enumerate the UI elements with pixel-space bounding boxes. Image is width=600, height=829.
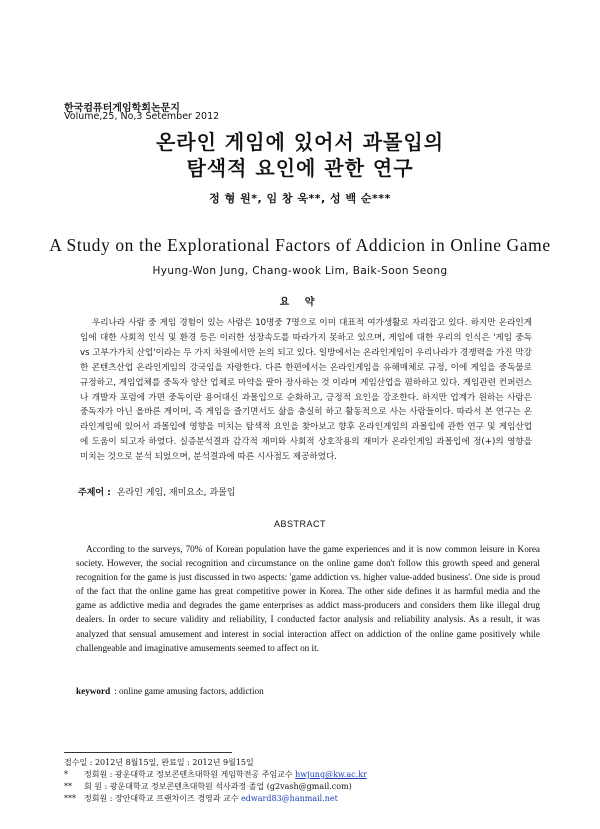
author1-email-link[interactable]: hwjung@kw.ac.kr	[295, 770, 367, 779]
title-korean-line1: 온라인 게임에 있어서 과몰입의	[155, 130, 445, 154]
abstract-korean-body: 우리나라 사람 중 게임 경험이 있는 사람은 10명중 7명으로 이미 대표적 여가생활로 자리잡고 있다. 하지만 온라인게임에 대한 사회적 인식 및 환경 등은 이러한 성장속도를 따라가지 못하고 있으며, 게임에 대한 우리의 인식은 '게임 중독 vs 고부가가치 산업'이라는 두 가지 차원에서만 논의 되고 있다. 일방에서는 온라인게임이 우리나라가 경쟁력을 가진 막강한 콘텐츠산업 온라인게임의 강국임을 자랑한다. 다른 한편에서는 온라인게임을 유해매체로 규정, 이에 게임을 중독물로 규정하고, 게임업체를 중독자 양산 업체로 마약을 팔아 장사하는 것 이라며 게임산업을 폄하하고 있다. 게임관련 컨퍼런스나 개발자 포럼에 가면 중독이란 용어대신 과몰입으로 순화하고, 긍정적 요인을 강조한다. 하지만 업계가 원하는 사람은 중독자가 아닌 올바른 게이머, 즉 게임을 즐기면서도 삶을 충실히 하고 활동적으로 사는 사람들이다. 따라서 본 연구는 온라인게임에 있어서 과몰입에 영향을 미치는 탐색적 요인을 찾아보고 향후 온라인게임의 과몰입에 관한 연구 및 게임산업에 도움이 되고자 하였다. 실증분석결과 감각적 재미와 사회적 상호작용의 재미가 온라인게임 과몰입에 정(+)의 영향을 미치는 것으로 분석 되었으며, 분석결과에 따른 시사점도 제공하였다.	[80, 318, 532, 463]
abstract-english-heading: ABSTRACT	[273, 519, 326, 529]
title-english: A Study on the Explorational Factors of Addicion in Online Game	[49, 235, 551, 255]
keywords-korean-text: 온라인 게임, 재미요소, 과몰입	[116, 488, 236, 498]
footnote-author2-text: 회 원 : 광운대학교 정보콘텐츠대학원 석사과정 졸업 (g2vash@gmail.com)	[84, 782, 352, 791]
keywords-english	[76, 686, 264, 696]
keywords-english-label: keyword	[76, 686, 111, 696]
volume-info: Volume,25, No,3 Setember 2012	[64, 111, 220, 122]
footnote-dates: 접수일 : 2012년 8월15일, 완료일 : 2012년 9월15일	[64, 758, 254, 767]
footnote-mark-3: ***	[64, 794, 76, 803]
keywords-korean	[78, 485, 235, 498]
footnote-author3	[64, 793, 544, 805]
footnote-author1-text: 정회원 : 광운대학교 정보콘텐츠대학원 게임학전공 주임교수	[84, 770, 293, 779]
footnote-divider	[64, 752, 232, 753]
footnote-author2	[64, 781, 544, 793]
authors-korean: 정 형 원*, 임 창 욱**, 성 백 순***	[209, 192, 391, 205]
abstract-english-body: According to the surveys, 70% of Korean population have the game experiences and it is now common leisure in Korea society. However, the social recognition and circumstance on the online game don't follow this growth speed and general recognition for the game is just discussed in two aspects: 'game addiction vs. higher value-added business'. One side is proud of the fact that the online game has great competitive power in Korea. The other side defines it as harmful media and the game as addictive media and degrades the game enterprises as addict mass-producers and considers them like illegal drug dealers. In order to secure validity and reliability, I conducted factor analysis and reliability analysis. As a result, it was analyzed that sensual amusement and interest in social interaction affect on addiction of the online game positively while challengeable and imaginative amusements seemed to affect on it.	[76, 544, 540, 653]
author3-email-link[interactable]: edward83@hanmail.net	[241, 794, 338, 803]
footnote-author3-text: 정회원 : 장안대학교 프랜차이즈 경영과 교수	[84, 794, 239, 803]
abstract-korean-heading: 요 약	[279, 297, 321, 308]
journal-name: 한국컴퓨터게임학회논문지	[64, 103, 180, 114]
footnote-mark-1: *	[64, 770, 68, 779]
footnote-author1	[64, 769, 544, 781]
authors-english: Hyung-Won Jung, Chang-wook Lim, Baik-Soon Seong	[152, 265, 448, 277]
keywords-korean-label: 주제어 :	[78, 488, 111, 498]
keywords-english-text: : online game amusing factors, addiction	[114, 686, 264, 696]
footnote-mark-2: **	[64, 782, 72, 791]
title-korean-line2: 탐색적 요인에 관한 연구	[186, 156, 414, 180]
